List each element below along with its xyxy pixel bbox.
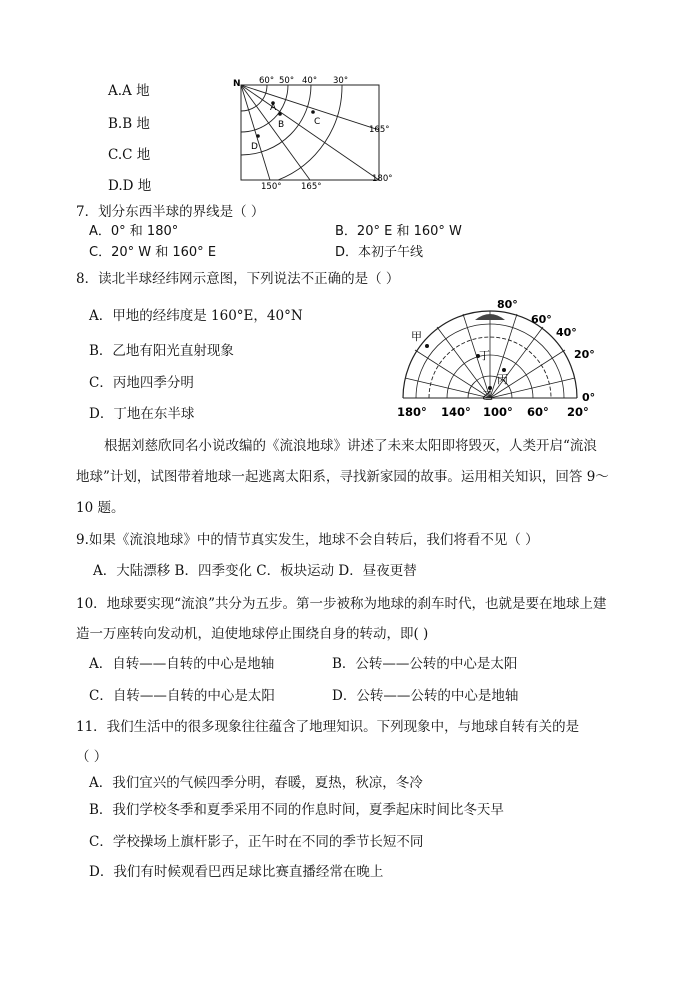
q7-option-b: B．20° E 和 160° W <box>335 224 462 239</box>
svg-text:165°: 165° <box>369 125 390 135</box>
svg-text:180°: 180° <box>372 174 393 184</box>
q8-label-ding: 丁 <box>479 349 490 362</box>
q11-option-d: D．我们有时候观看巴西足球比赛直播经常在晚上 <box>89 864 384 880</box>
q8-option-a: A．甲地的经纬度是 160°E，40°N <box>89 308 303 324</box>
q6-point-d <box>256 134 260 138</box>
q6-point-c <box>311 110 315 114</box>
q10-stem-line-1: 10．地球要实现“流浪”共分为五步。第一步被称为地球的刹车时代，也就是要在地球上建 <box>76 596 607 612</box>
q6-option-b: B.B 地 <box>108 116 150 132</box>
svg-text:20°: 20° <box>567 405 589 419</box>
q7-option-d: D．本初子午线 <box>335 245 424 260</box>
q11-stem-line-2: （ ） <box>76 749 108 765</box>
q6-label-d: D <box>251 142 258 152</box>
q10-option-b: B．公转——公转的中心是太阳 <box>332 656 518 672</box>
q10-stem-line-2: 造一万座转向发动机，迫使地球停止围绕自身的转动，即( ) <box>76 626 429 642</box>
q7-option-a: A．0° 和 180° <box>89 224 179 239</box>
svg-text:80°: 80° <box>497 298 518 311</box>
q11-option-c: C．学校操场上旗杆影子，正午时在不同的季节长短不同 <box>89 834 424 850</box>
intro-line-3: 10 题。 <box>76 500 125 516</box>
q6-map-figure <box>230 72 430 192</box>
q8-option-c: C．丙地四季分明 <box>89 375 194 391</box>
svg-text:60°: 60° <box>527 405 549 419</box>
q10-option-d: D．公转——公转的中心是地轴 <box>332 688 519 704</box>
svg-text:50°: 50° <box>279 76 295 86</box>
q6-corner-label: N <box>233 79 241 89</box>
q10-option-a: A．自转——自转的中心是地轴 <box>89 656 275 672</box>
svg-text:140°: 140° <box>441 405 471 419</box>
intro-line-1: 根据刘慈欣同名小说改编的《流浪地球》讲述了未来太阳即将毁灭，人类开启“流浪 <box>104 438 597 454</box>
q6-option-a: A.A 地 <box>108 83 150 99</box>
svg-text:40°: 40° <box>556 326 577 339</box>
q8-option-b: B．乙地有阳光直射现象 <box>89 343 234 359</box>
svg-text:20°: 20° <box>574 348 595 361</box>
q10-option-c: C．自转——自转的中心是太阳 <box>89 688 275 704</box>
svg-text:0°: 0° <box>582 391 596 404</box>
q6-label-c: C <box>314 117 321 127</box>
q11-option-a: A．我们宜兴的气候四季分明，春暖，夏热，秋凉，冬冷 <box>89 775 423 791</box>
svg-text:180°: 180° <box>397 405 427 419</box>
svg-text:100°: 100° <box>483 405 513 419</box>
q8-point-bing <box>502 368 506 372</box>
q8-label-jia: 甲 <box>411 330 422 343</box>
q8-stem: 8．读北半球经纬网示意图，下列说法不正确的是（ ） <box>76 271 400 287</box>
q6-point-b <box>278 112 282 116</box>
q7-stem: 7．划分东西半球的界线是（ ） <box>76 204 265 220</box>
q11-stem-line-1: 11．我们生活中的很多现象往往蕴含了地理知识。下列现象中，与地球自转有关的是 <box>76 719 580 735</box>
q9-stem: 9.如果《流浪地球》中的情节真实发生，地球不会自转后，我们将看不见（ ） <box>76 532 539 548</box>
q7-option-c: C．20° W 和 160° E <box>89 245 217 260</box>
q8-label-bing: 丙 <box>497 373 508 386</box>
svg-text:150°: 150° <box>261 182 282 192</box>
q8-point-jia <box>425 344 429 348</box>
svg-text:60°: 60° <box>531 313 552 326</box>
q6-label-b: B <box>278 120 285 130</box>
svg-text:40°: 40° <box>302 76 318 86</box>
svg-text:165°: 165° <box>301 182 322 192</box>
q9-options: A．大陆漂移 B．四季变化 C．板块运动 D．昼夜更替 <box>93 563 417 579</box>
svg-text:60°: 60° <box>259 76 275 86</box>
q8-label-yi: 乙 <box>482 389 493 402</box>
intro-line-2: 地球”计划，试图带着地球一起逃离太阳系，寻找新家园的故事。运用相关知识，回答 9～ <box>76 469 609 485</box>
q11-option-b: B．我们学校冬季和夏季采用不同的作息时间，夏季起床时间比冬天早 <box>89 802 504 818</box>
q8-hemisphere-figure <box>393 298 603 423</box>
q6-label-a: A <box>270 103 277 113</box>
q6-option-c: C.C 地 <box>108 147 151 163</box>
q8-option-d: D．丁地在东半球 <box>89 406 195 422</box>
svg-text:30°: 30° <box>333 76 349 86</box>
q6-option-d: D.D 地 <box>108 178 152 194</box>
